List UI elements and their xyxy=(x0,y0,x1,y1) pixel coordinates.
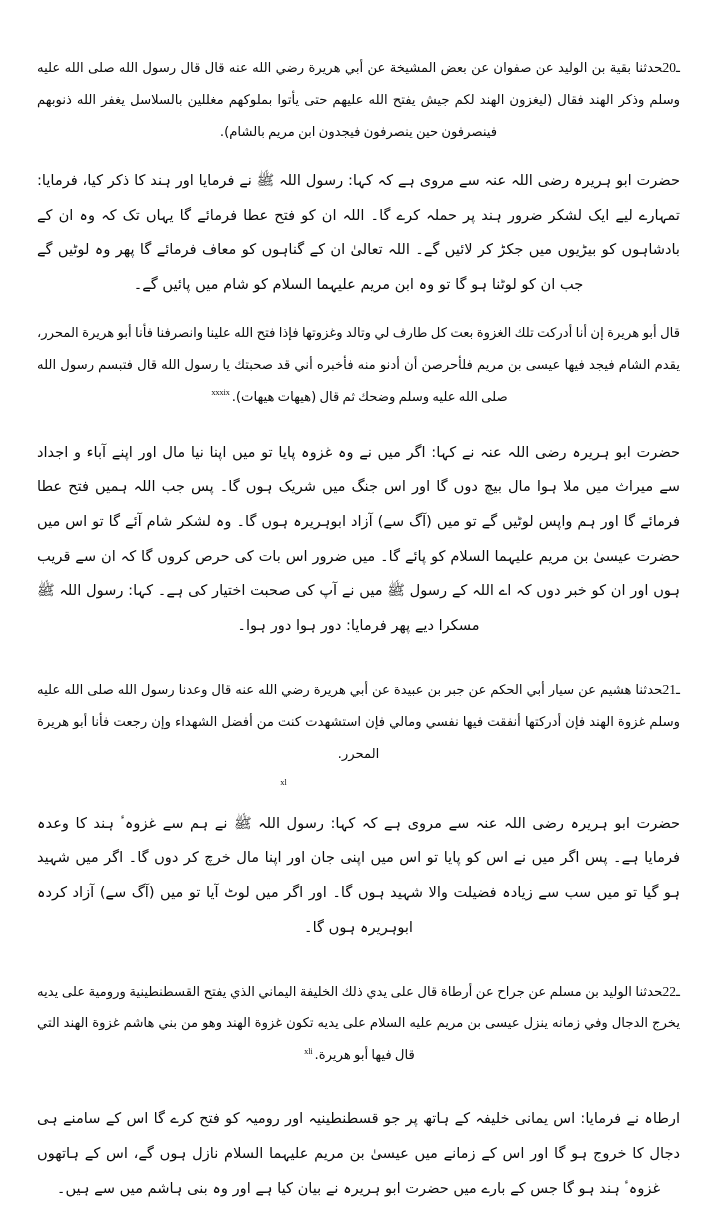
spacer xyxy=(37,1078,680,1102)
footnote-reference[interactable]: xl xyxy=(280,776,287,787)
hadith-arabic-paragraph: 22ـحدثنا الوليد بن مسلم عن جراح عن أرطاة قال على يدي ذلك الخليفة اليماني الذي يفتح القسطنطينية ورومية على يديه يخرج الدجال وفي زمانه ينزل عيسى بن مريم عليه السلام على يديه تكون غزوة الهند وهو من بني هاشم غزوة الهند التي قال فيها أبو هريرة.xli xyxy=(37,983,680,1064)
urdu-translation-paragraph xyxy=(37,164,680,303)
hadith-arabic-paragraph xyxy=(37,52,680,149)
hadith-arabic-paragraph: قال أبو هريرة إن أنا أدركت تلك الغزوة بعت كل طارف لي وتالد وغزوتها فإذا فتح الله علينا وانصرفنا فأنا أبو هريرة المحرر، يقدم الشام فيجد فيها عيسى بن مريم فلأحرصن أن أدنو منه فأخبره أني قد صحبتك يا رسول الله قال فتبسم رسول الله صلى الله عليه وسلم وضحك ثم قال (هيهات هيهات).xxxix xyxy=(37,325,680,405)
hadith-number: 21 xyxy=(662,681,677,697)
hadith-number-separator: ـ xyxy=(676,681,680,697)
urdu-translation-text: حضرت ابو ہریرہ رضی اللہ عنہ سے مروی ہے کہ کہا: رسول اللہ ﷺ نے ہم سے غزوہٴ ہند کا وعدہ فرمایا ہے۔ پس اگر میں نے اس کو پایا تو اس میں اپنی جان اور اپنا مال خرچ کر دوں گا۔ اگر میں شہید ہو گیا تو میں سب سے زیادہ فضیلت والا شہید ہوں گا۔ اور اگر میں لوٹ آیا تو میں (آگ سے) آزاد کردہ ابوہریرہ ہوں گا۔ xyxy=(37,814,680,936)
hadith-arabic-text: حدثنا هشيم عن سيار أبي الحكم عن جبر بن عبيدة عن أبي هريرة رضي الله عنه قال وعدنا رسول الله صلى الله عليه وسلم غزوة الهند فإن أدركتها أنفقت فيها نفسي ومالي فإن استشهدت كنت من أفضل الشهداء وإن رجعت فأنا أبو هريرة المحرر. xyxy=(37,682,680,762)
spacer xyxy=(37,952,680,976)
page-content xyxy=(37,52,680,1206)
hadith-arabic-text: حدثنا الوليد بن مسلم عن جراح عن أرطاة قال على يدي ذلك الخليفة اليماني الذي يفتح القسطنطينية ورومية على يديه يخرج الدجال وفي زمانه ينزل عيسى بن مريم عليه السلام على يديه تكون غزوة الهند وهو من بني هاشم غزوة الهند التي قال فيها أبو هريرة. xyxy=(37,984,680,1064)
spacer xyxy=(37,309,680,318)
spacer xyxy=(37,650,680,674)
hadith-number-separator: ـ xyxy=(676,983,680,999)
hadith-number: 20 xyxy=(662,60,677,75)
urdu-translation-paragraph xyxy=(37,807,680,946)
hadith-arabic-text: حدثنا بقية بن الوليد عن صفوان عن بعض المشيخة عن أبي هريرة رضي الله عنه قال قال رسول الله صلى الله عليه وسلم وذكر الهند فقال (ليغزون الهند لكم جيش يفتح الله عليهم حتى يأتوا بملوكهم مغللين بالسلاسل يغفر الله ذنوبهم فينصرفون حين ينصرفون فيجدون ابن مريم بالشام). xyxy=(37,61,680,140)
urdu-translation-text: حضرت ابو ہریرہ رضی اللہ عنہ نے کہا: اگر میں نے وہ غزوہ پایا تو میں اپنا نیا مال اور اپنے آباء و اجداد سے میراث میں ملا ہوا مال بیچ دوں گا اور اس جنگ میں شریک ہوں گا۔ پس جب اللہ ہمیں فتح عطا فرمائے گا اور ہم واپس لوٹیں گے تو میں (آگ سے) آزاد ابوہریرہ ہوں گا۔ وہ لشکر شام آئے گا تو اس میں حضرت عیسیٰ بن مریم علیہما السلام کو پائے گا۔ میں ضرور اس بات کی حرص کروں گا کہ ان سے قریب ہوں اور ان کو خبر دوں کہ اے اللہ کے رسول ﷺ میں نے آپ کی صحبت اختیار کی ہے۔ کہا: رسول اللہ ﷺ مسکرا دیے پھر فرمایا: دور ہوا دور ہوا۔ xyxy=(37,443,680,635)
spacer xyxy=(37,420,680,436)
urdu-translation-paragraph xyxy=(37,1102,680,1206)
spacer xyxy=(37,155,680,164)
hadith-arabic-text: قال أبو هريرة إن أنا أدركت تلك الغزوة بعت كل طارف لي وتالد وغزوتها فإذا فتح الله علينا وانصرفنا فأنا أبو هريرة المحرر، يقدم الشام فيجد فيها عيسى بن مريم فلأحرصن أن أدنو منه فأخبره أني قد صحبتك يا رسول الله قال فتبسم رسول الله صلى الله عليه وسلم وضحك ثم قال (هيهات هيهات). xyxy=(37,325,680,405)
urdu-translation-text: ارطاہ نے فرمایا: اس یمانی خلیفہ کے ہاتھ پر جو قسطنطینیہ اور رومیہ کو فتح کرے گا اس کے سامنے ہی دجال کا خروج ہو گا اور اس کے زمانے میں عیسیٰ بن مریم علیہما السلام نازل ہوں گے، اس کے ہاتھوں غزوہٴ ہند ہو گا جس کے بارے میں حضرت ابو ہریرہ نے بیان کیا ہے اور وہ بنی ہاشم میں سے ہیں۔ xyxy=(37,1110,680,1197)
hadith-number: 22 xyxy=(662,983,677,999)
urdu-translation-text: حضرت ابو ہریرہ رضی اللہ عنہ سے مروی ہے کہ کہا: رسول اللہ ﷺ نے فرمایا اور ہند کا ذکر کیا، فرمایا: تمہارے لیے ایک لشکر ضرور ہند پر حملہ کرے گا۔ اللہ ان کو فتح عطا فرمائے گا یہاں تک کہ وہ ان کے بادشاہوں کو بیڑیوں میں جکڑ کر لائیں گے۔ اللہ تعالیٰ ان کے گناہوں کو معاف فرمائے گا پھر وہ لوٹیں گے جب ان کو لوٹنا ہو گا تو وہ ابن مریم علیہما السلام کو شام میں پائیں گے۔ xyxy=(37,171,680,293)
hadith-number-separator: ـ xyxy=(676,60,680,75)
urdu-translation-paragraph xyxy=(37,436,680,644)
spacer xyxy=(37,791,680,807)
hadith-arabic-paragraph xyxy=(37,674,680,771)
